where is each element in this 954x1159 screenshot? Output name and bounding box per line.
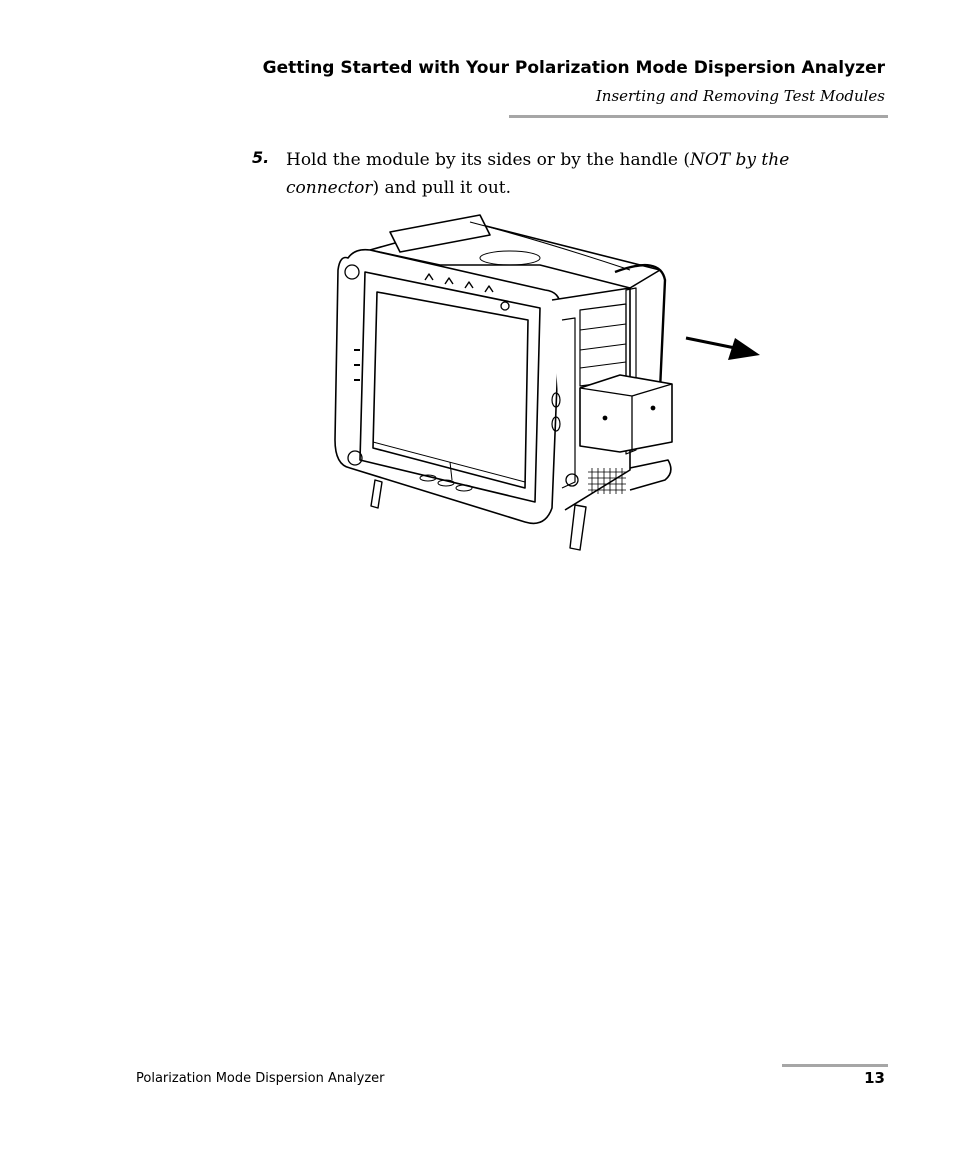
step-number: 5. [252, 148, 270, 167]
step-text-after: ) and pull it out. [372, 178, 512, 198]
step-text-before: Hold the module by its sides or by the handle ( [286, 150, 690, 170]
running-header-subtitle: Inserting and Removing Test Modules [595, 87, 885, 105]
running-header-title: Getting Started with Your Polarization Mode Dispersion Analyzer [262, 58, 885, 78]
footer-title: Polarization Mode Dispersion Analyzer [136, 1071, 385, 1086]
module-removal-illustration [330, 210, 770, 560]
footer-rule [782, 1064, 888, 1067]
page-number: 13 [864, 1069, 885, 1087]
header-rule [509, 115, 888, 118]
step-text-emphasis: NOT by the connector [286, 150, 790, 198]
step-text [286, 146, 886, 202]
